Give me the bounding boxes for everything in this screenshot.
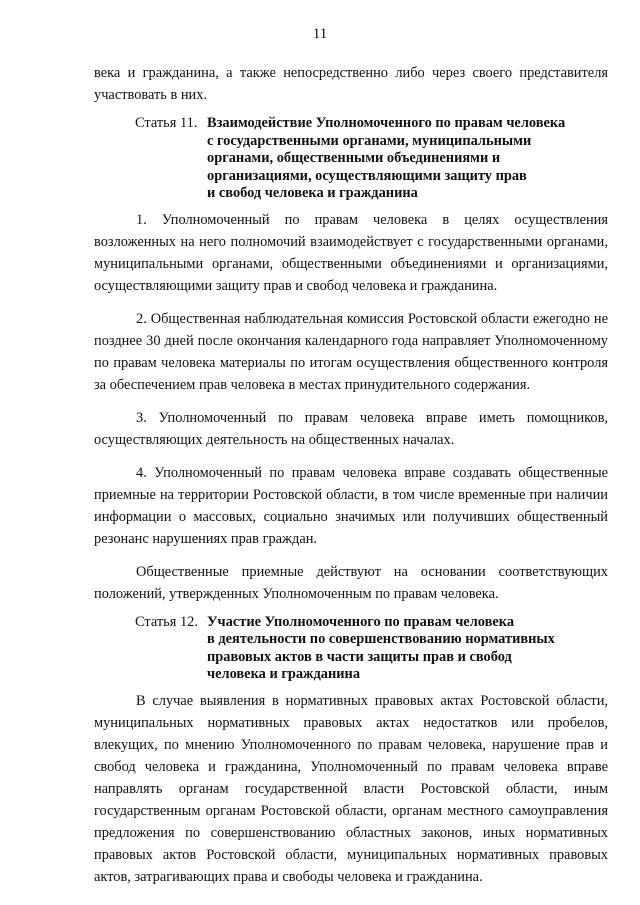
intro-paragraph: века и гражданина, а также непосредственно либо через своего представителя участвовать в них. xyxy=(94,65,608,103)
article-11-heading xyxy=(94,115,608,203)
article-11-label: Статья 11. xyxy=(135,115,198,131)
page-number: 11 xyxy=(312,26,328,42)
article-11-paragraph-2: 2. Общественная наблюдательная комиссия Ростовской области ежегодно не позднее 30 дней после окончания календарного года направляет Уполномоченному по правам человека материалы по итогам осуществления общественного контроля за обеспечением прав человека в местах принудительного содержания. xyxy=(94,310,608,393)
article-11-paragraph-4: 4. Уполномоченный по правам человека вправе создавать общественные приемные на территории Ростовской области, в том числе временные при наличии информации о массовых, социально значимых или получивших общественный резонанс нарушениях прав граждан. xyxy=(94,464,608,547)
article-11-paragraph-3: 3. Уполномоченный по правам человека вправе иметь помощников, осуществляющих деятельность на общественных началах. xyxy=(94,409,608,448)
document-body xyxy=(94,62,608,888)
article-12-title: Участие Уполномоченного по правам человека в деятельности по совершенствованию нормативных правовых актов в части защиты прав и свобод человека и гражданина xyxy=(207,613,555,682)
article-12-paragraph-1: В случае выявления в нормативных правовых актах Ростовской области, муниципальных нормативных правовых актах недостатков или пробелов, влекущих, по мнению Уполномоченного по правам человека, нарушение прав и свобод человека и гражданина, Уполномоченный по правам человека вправе направлять органам государственной власти Ростовской области, иным государственным органам Ростовской области, органам местного самоуправления предложения по совершенствованию областных законов, иных нормативных правовых актов Ростовской области, муниципальных нормативных правовых актов, затрагивающих права и свободы человека и гражданина. xyxy=(94,692,608,885)
article-11-title: Взаимодействие Уполномоченного по правам человека с государственными органами, муниципальными органами, общественными объединениями и организациями, осуществляющими защиту прав и свобод человека и гражданина xyxy=(207,115,566,201)
article-11-paragraph-1: 1. Уполномоченный по правам человека в целях осуществления возложенных на него полномочий взаимодействует с государственными органами, муниципальными органами, общественными объединениями и организациями, осуществляющими защиту прав и свобод человека и гражданина. xyxy=(94,211,608,294)
article-12-heading xyxy=(94,614,608,684)
article-11-paragraph-5: Общественные приемные действуют на основании соответствующих положений, утвержденных Уполномоченным по правам человека. xyxy=(94,563,608,602)
article-12-label: Статья 12. xyxy=(135,613,198,630)
